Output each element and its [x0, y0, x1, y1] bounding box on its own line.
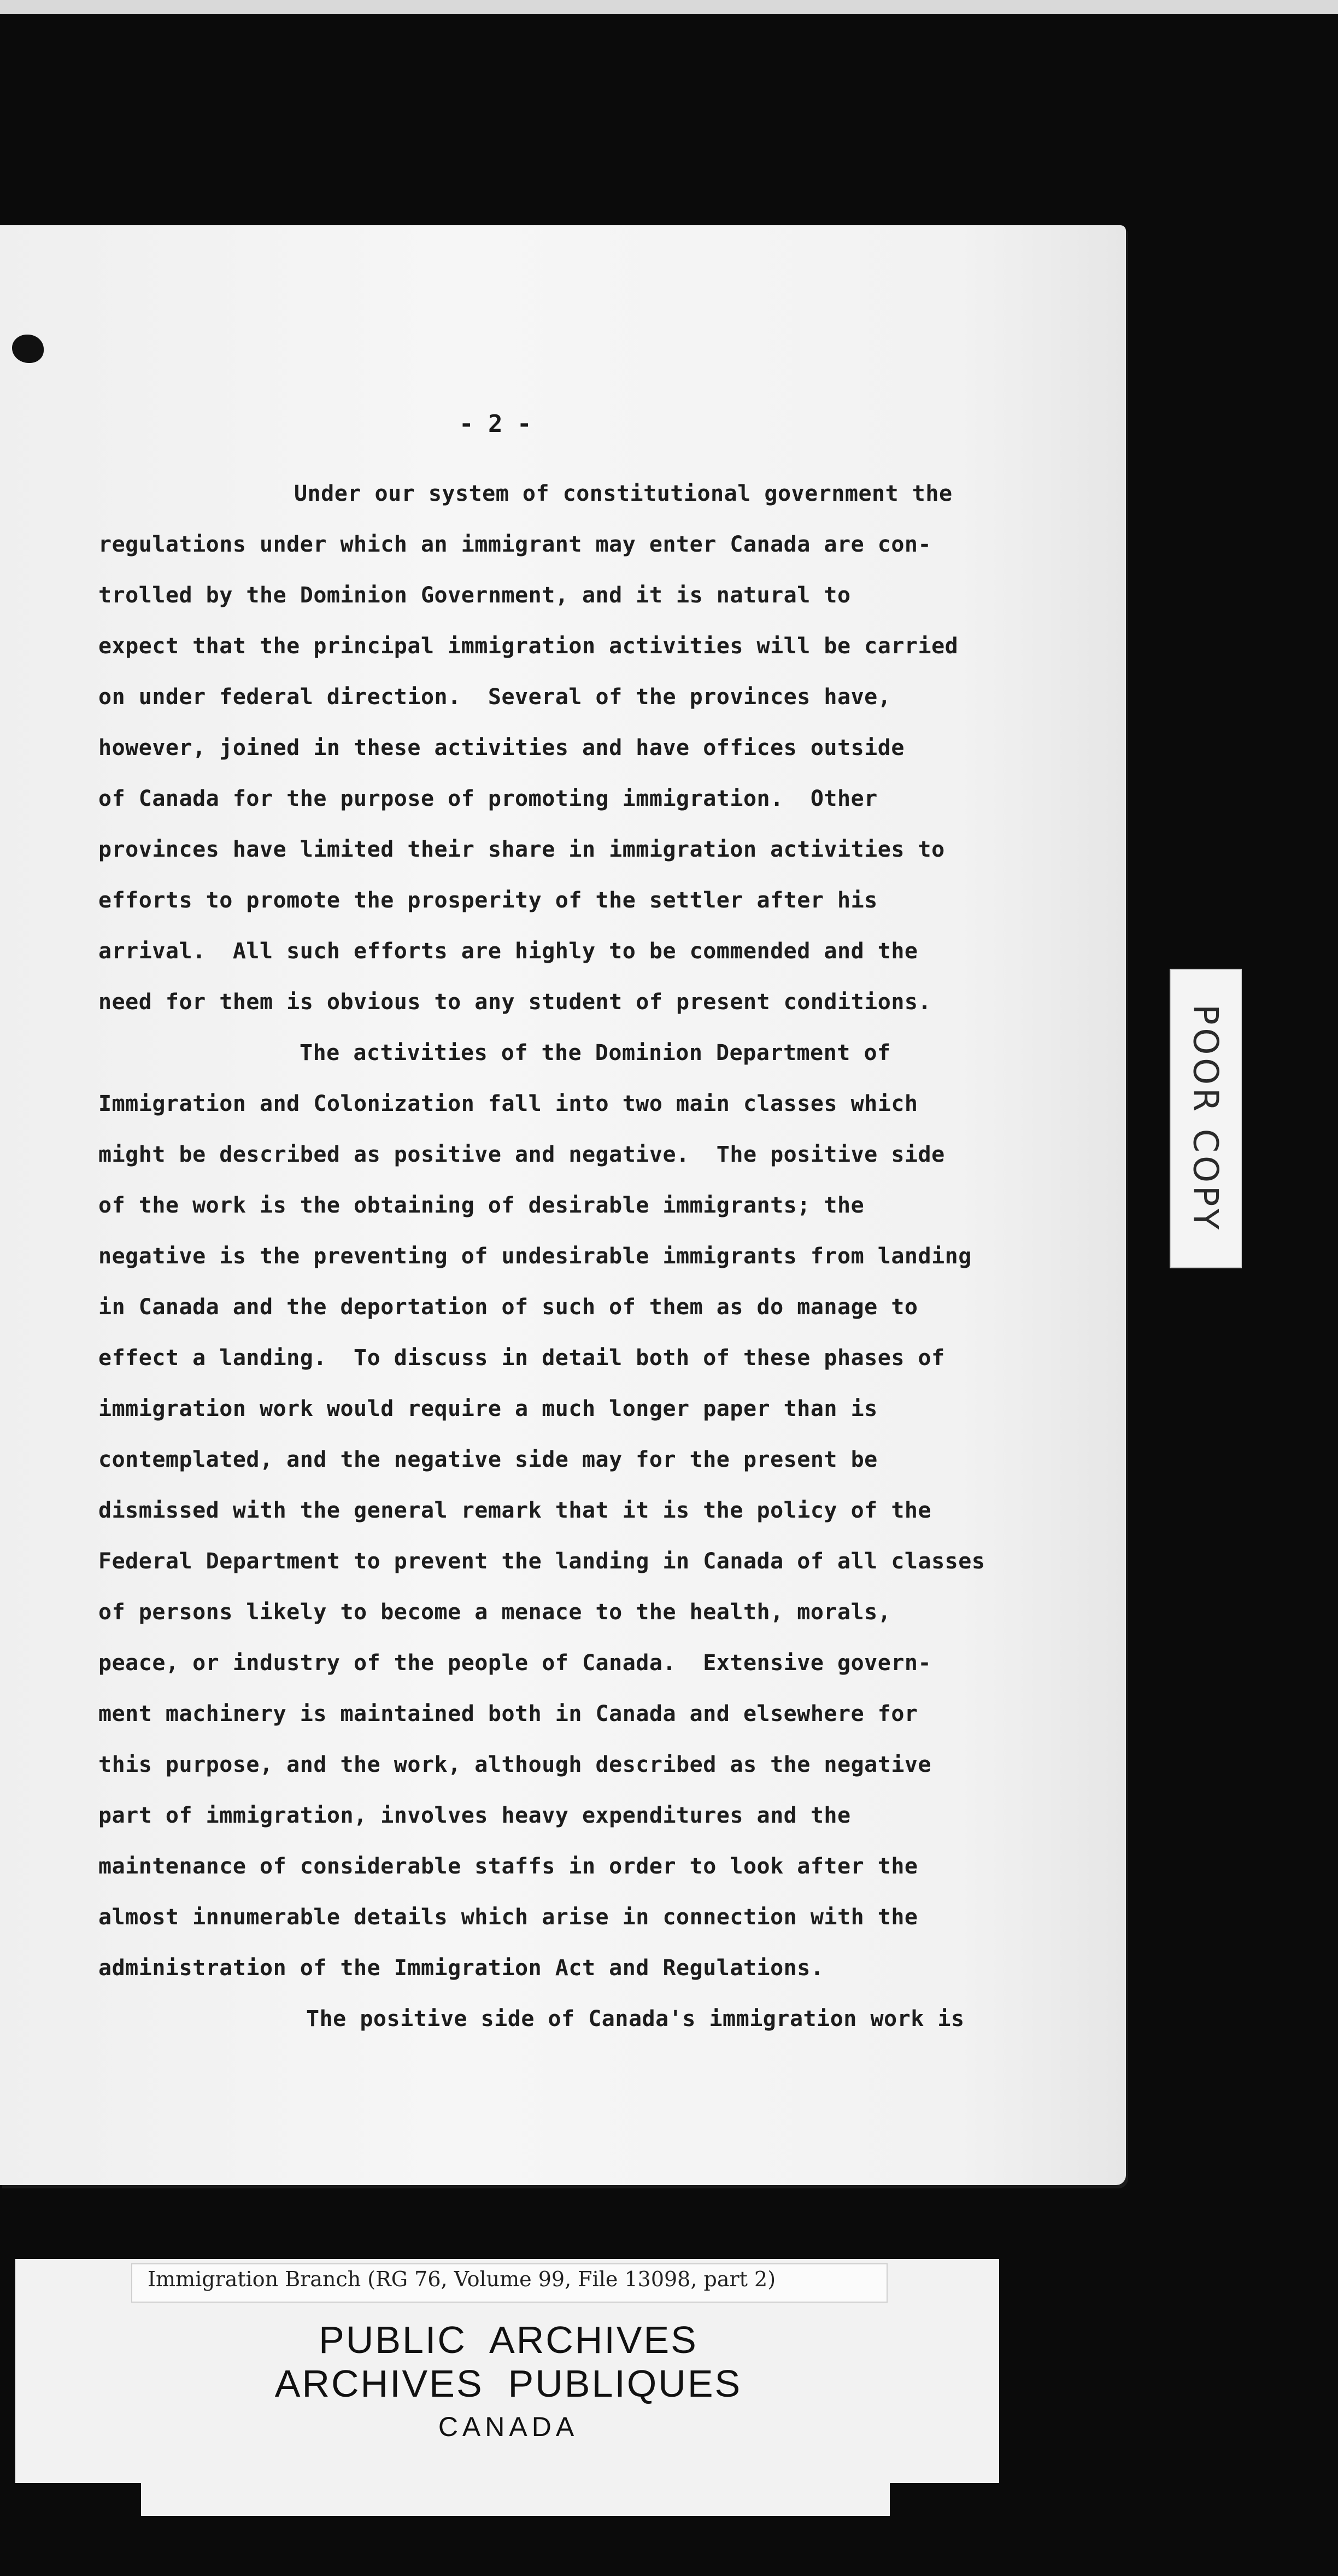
text-line: provinces have limited their share in immigration activities to: [98, 837, 945, 862]
text-line: this purpose, and the work, although described as the negative: [98, 1752, 932, 1777]
poor-copy-text: POOR COPY: [1186, 1004, 1226, 1233]
text-line: peace, or industry of the people of Canada. Extensive govern-: [98, 1650, 932, 1676]
text-line: might be described as positive and negative. The positive side: [98, 1142, 945, 1167]
text-line: arrival. All such efforts are highly to be commended and the: [98, 939, 918, 964]
text-line: The positive side of Canada's immigration work is: [306, 2006, 965, 2031]
text-line: on under federal direction. Several of the provinces have,: [98, 684, 891, 710]
text-line: maintenance of considerable staffs in order to look after the: [98, 1854, 918, 1879]
text-line: part of immigration, involves heavy expenditures and the: [98, 1803, 851, 1828]
text-line: effect a landing. To discuss in detail both of these phases of: [98, 1345, 945, 1371]
poor-copy-stamp: [1170, 969, 1242, 1268]
text-line: trolled by the Dominion Government, and it is natural to: [98, 583, 851, 608]
text-line: dismissed with the general remark that it is the policy of the: [98, 1498, 932, 1523]
archive-country: CANADA: [438, 2411, 579, 2442]
document-page: [0, 225, 1126, 2185]
text-line: Under our system of constitutional government the: [294, 481, 953, 506]
text-line: however, joined in these activities and have offices outside: [98, 735, 905, 760]
text-line: almost innumerable details which arise in connection with the: [98, 1905, 918, 1930]
text-line: of persons likely to become a menace to the health, morals,: [98, 1600, 891, 1625]
page-number: - 2 -: [459, 410, 532, 438]
archive-name-french: ARCHIVES PUBLIQUES: [274, 2362, 742, 2405]
text-line: contemplated, and the negative side may for the present be: [98, 1447, 878, 1472]
text-line: expect that the principal immigration activities will be carried: [98, 634, 959, 659]
text-line: Federal Department to prevent the landing in Canada of all classes: [98, 1549, 985, 1574]
text-line: administration of the Immigration Act and Regulations.: [98, 1956, 824, 1981]
film-top-edge: [0, 0, 1338, 14]
text-line: immigration work would require a much longer paper than is: [98, 1396, 878, 1421]
archive-reference: Immigration Branch (RG 76, Volume 99, File 13098, part 2): [148, 2267, 776, 2291]
archive-name-english: PUBLIC ARCHIVES: [319, 2319, 698, 2361]
text-line: Immigration and Colonization fall into two main classes which: [98, 1091, 918, 1116]
text-line: efforts to promote the prosperity of the settler after his: [98, 888, 878, 913]
text-line: of the work is the obtaining of desirable immigrants; the: [98, 1193, 865, 1218]
text-line: in Canada and the deportation of such of them as do manage to: [98, 1295, 918, 1320]
archive-label-tab: [141, 2483, 890, 2516]
text-line: of Canada for the purpose of promoting immigration. Other: [98, 786, 878, 811]
text-line: regulations under which an immigrant may enter Canada are con-: [98, 532, 932, 557]
ink-blot-mark: [12, 335, 44, 363]
text-line: need for them is obvious to any student of present conditions.: [98, 990, 932, 1015]
text-line: ment machinery is maintained both in Canada and elsewhere for: [98, 1701, 918, 1726]
text-line: The activities of the Dominion Department of: [300, 1040, 891, 1065]
text-line: negative is the preventing of undesirable immigrants from landing: [98, 1244, 972, 1269]
